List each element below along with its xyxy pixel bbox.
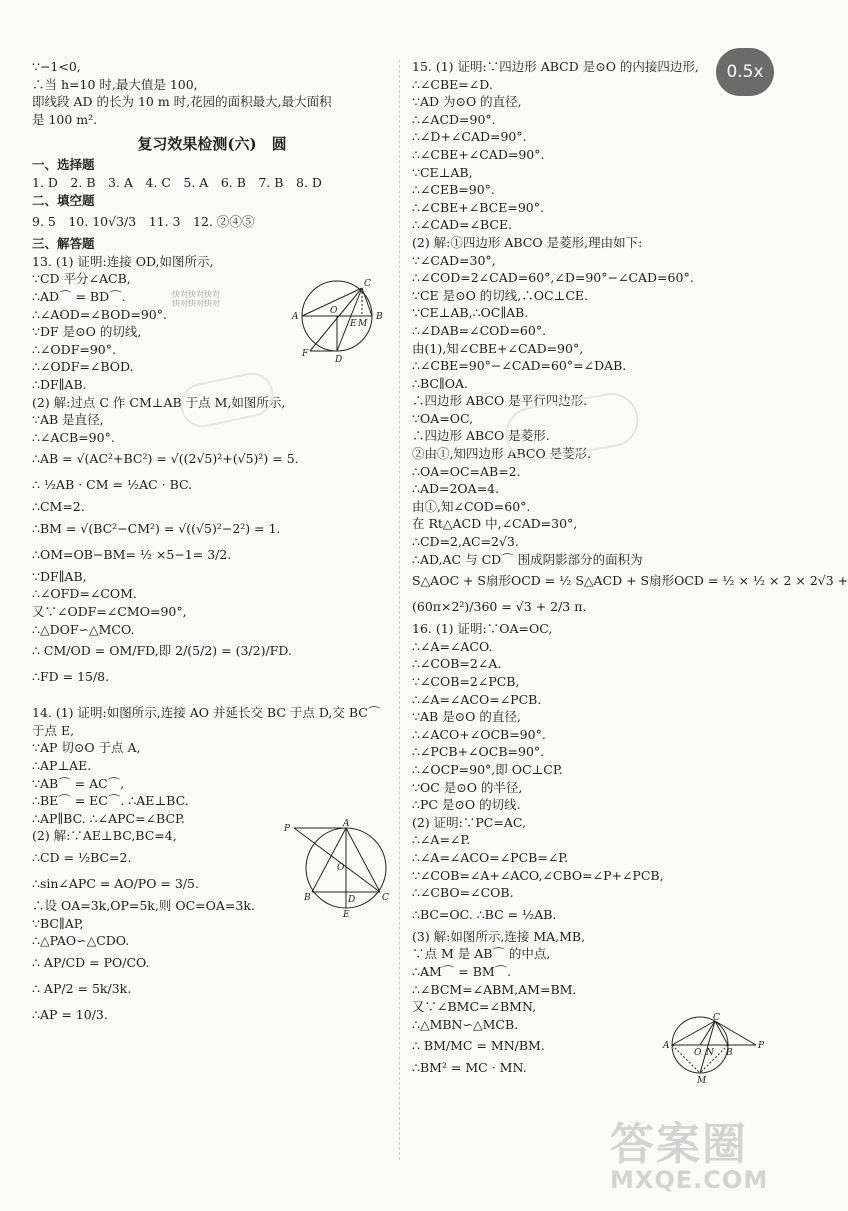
- left-line: 14. (1) 证明:如图所示,连接 AO 并延长交 BC 于点 D,交 BC⌒: [32, 705, 381, 721]
- right-line: 15. (1) 证明:∵四边形 ABCD 是⊙O 的内接四边形,: [412, 59, 699, 74]
- right-line: ∴AM⌒ = BM⌒.: [412, 963, 512, 979]
- right-line: ∴OA=OC=AB=2.: [412, 463, 521, 479]
- right-line: ∴∠PCB+∠OCB=90°.: [412, 744, 545, 760]
- right-line: ∴BC∥OA.: [412, 375, 468, 391]
- playback-speed-button[interactable]: [716, 48, 774, 96]
- left-line: ∴ AP/2 = 5k/3k.: [32, 980, 132, 996]
- left-line: ∵DF 是⊙O 的切线,: [32, 324, 142, 340]
- left-line: ∴ CM/OD = OM/FD,即 2/(5/2) = (3/2)/FD.: [32, 643, 292, 659]
- right-line: ∴BC=OC. ∴BC = ½AB.: [412, 906, 557, 922]
- right-line: ∴∠ACD=90°.: [412, 111, 496, 127]
- fig14-label: P: [284, 824, 291, 834]
- watermark: [610, 1108, 785, 1203]
- figure-14: [282, 820, 392, 923]
- fig16-label: M: [697, 1076, 707, 1086]
- handwritten-note: 快对快对快对 快对快对快对: [172, 290, 220, 308]
- figure-16: [660, 1013, 770, 1088]
- figure-14-svg: [282, 820, 392, 920]
- left-line: ∴∠ACB=90°.: [32, 429, 115, 445]
- right-line: ∴AD=2OA=4.: [412, 481, 500, 497]
- right-line: ∴∠DAB=∠COD=60°.: [412, 322, 547, 338]
- left-line: (2) 解:∵AE⊥BC,BC=4,: [32, 828, 177, 844]
- fig16-label: P: [758, 1041, 765, 1051]
- right-line: ∴∠CAD=∠BCE.: [412, 217, 513, 233]
- fig16-label: N: [706, 1048, 714, 1058]
- left-line: ∴BE⌒ = EC⌒. ∴AE⊥BC.: [32, 793, 189, 809]
- watermark-logo: 答案圈: [610, 1119, 748, 1170]
- right-line: ∴∠CBE+∠CAD=90°.: [412, 146, 545, 162]
- fig14-label: D: [348, 895, 356, 905]
- right-line: ∵CE⊥AB,∴OC∥AB.: [412, 305, 529, 321]
- fig16-label: B: [726, 1048, 733, 1058]
- right-line: 由①,知∠COD=60°.: [412, 498, 531, 514]
- right-line: 又∵∠BMC=∠BMN,: [412, 999, 537, 1015]
- left-line: ∵−1<0,: [32, 59, 81, 74]
- right-line: ∴∠CEB=90°.: [412, 182, 495, 198]
- right-line: ∴∠CBE+∠BCE=90°.: [412, 199, 544, 215]
- fig16-label: O: [694, 1048, 702, 1058]
- fig13-label: M: [358, 319, 368, 329]
- left-line: ∴∠ODF=90°.: [32, 341, 116, 357]
- left-line: ∴∠ODF=∠BOD.: [32, 359, 134, 375]
- left-line: ∴sin∠APC = AO/PO = 3/5.: [32, 876, 199, 891]
- left-line: ∵BC∥AP,: [32, 915, 84, 931]
- right-line: ∵CE 是⊙O 的切线,∴OC⊥CE.: [412, 287, 589, 303]
- left-line: ∵AB⌒ = AC⌒,: [32, 775, 125, 791]
- right-line: (2) 证明:∵PC=AC,: [412, 814, 526, 830]
- left-line: ∴AP = 10/3.: [32, 1006, 108, 1022]
- right-line: ∴ BM/MC = MN/BM.: [412, 1038, 545, 1054]
- right-line: S△AOC + S扇形OCD = ½ S△ACD + S扇形OCD = ½ × ½ × 2 × 2√3 +: [412, 573, 848, 589]
- right-line: ∴∠BCM=∠ABM,AM=BM.: [412, 981, 577, 997]
- left-line: ∴当 h=10 时,最大值是 100,: [32, 76, 198, 92]
- left-line: ∴AP⊥AE.: [32, 758, 92, 774]
- left-line: ∵AB 是直径,: [32, 412, 104, 428]
- left-line: ∴OM=OB−BM= ½ ×5−1= 3/2.: [32, 546, 232, 562]
- right-line: ∵∠COB=2∠PCB,: [412, 674, 520, 689]
- left-line: ∴∠AOD=∠BOD=90°.: [32, 306, 167, 322]
- figure-13-svg: [290, 276, 390, 366]
- right-line: ∵OA=OC,: [412, 410, 474, 426]
- right-line: ∴CD=2,AC=2√3.: [412, 534, 519, 550]
- right-line: (60π×2²)/360 = √3 + 2/3 π.: [412, 599, 587, 615]
- right-line: ∵∠CAD=30°,: [412, 252, 496, 268]
- left-line: ∴AD⌒ = BD⌒.: [32, 288, 126, 304]
- left-line: 9. 5 10. 10√3/3 11. 3 12. ②④⑤: [32, 214, 255, 230]
- left-line: ∴CM=2.: [32, 499, 85, 515]
- fig16-label: C: [713, 1013, 720, 1023]
- right-line: ∴∠A=∠P.: [412, 832, 471, 848]
- fig14-label: C: [382, 893, 389, 903]
- right-line: ∴∠D+∠CAD=90°.: [412, 129, 527, 145]
- left-line: ∵DF∥AB,: [32, 568, 87, 584]
- left-line: ∴△PAO∽△CDO.: [32, 933, 130, 949]
- right-line: ∴PC 是⊙O 的切线.: [412, 797, 521, 813]
- fig14-label: O: [337, 863, 345, 873]
- left-line: ∴BM = √(BC²−CM²) = √((√5)²−2²) = 1.: [32, 520, 281, 536]
- left-line: 13. (1) 证明:连接 OD,如图所示,: [32, 253, 214, 269]
- left-line: 是 100 m².: [32, 111, 98, 127]
- right-line: ∴∠A=∠ACO.: [412, 638, 493, 654]
- page-title: 复习效果检测(六) 圆: [137, 135, 287, 154]
- right-line: ∴BM² = MC · MN.: [412, 1060, 527, 1076]
- fig13-label: C: [364, 279, 371, 289]
- fig13-label: B: [376, 312, 383, 322]
- right-line: ∵点 M 是 AB⌒ 的中点,: [412, 946, 551, 962]
- right-line: ∴∠COD=2∠CAD=60°,∠D=90°−∠CAD=60°.: [412, 270, 694, 286]
- figure-16-svg: [660, 1013, 770, 1085]
- right-line: ∵∠COB=∠A+∠ACO,∠CBO=∠P+∠PCB,: [412, 867, 664, 883]
- right-line: ∴∠OCP=90°,即 OC⊥CP.: [412, 761, 563, 777]
- right-line: ∴∠COB=2∠A.: [412, 656, 502, 672]
- right-line: ∵AD 为⊙O 的直径,: [412, 94, 522, 110]
- fig13-label: O: [330, 306, 338, 316]
- fig16-label: A: [663, 1041, 670, 1051]
- right-line: ②由①,知四边形 ABCO 是菱形.: [412, 446, 592, 462]
- right-line: ∴∠ACO+∠OCB=90°.: [412, 726, 546, 742]
- left-line: 1. D 2. B 3. A 4. C 5. A 6. B 7. B 8. D: [32, 174, 322, 190]
- left-line: 于点 E,: [32, 722, 75, 738]
- right-line: (2) 解:①四边形 ABCO 是菱形,理由如下:: [412, 234, 643, 250]
- left-line: ∴AB = √(AC²+BC²) = √((2√5)²+(√5)²) = 5.: [32, 451, 299, 467]
- right-line: ∴∠CBE=∠D.: [412, 76, 493, 92]
- figure-13: [290, 276, 390, 369]
- left-line: ∴ AP/CD = PO/CO.: [32, 954, 150, 970]
- right-line: (3) 解:如图所示,连接 MA,MB,: [412, 928, 586, 944]
- right-line: 在 Rt△ACD 中,∠CAD=30°,: [412, 516, 578, 532]
- left-line: 一、选择题: [32, 157, 95, 173]
- left-line: 又∵∠ODF=∠CMO=90°,: [32, 604, 187, 620]
- right-line: ∵OC 是⊙O 的半径,: [412, 779, 523, 795]
- left-line: ∴CD = ½BC=2.: [32, 850, 132, 865]
- left-line: ∴AP∥BC. ∴∠APC=∠BCP.: [32, 810, 185, 826]
- right-line: ∴∠A=∠ACO=∠PCB.: [412, 691, 542, 707]
- right-line: ∴AD,AC 与 CD⌒ 围成阴影部分的面积为: [412, 551, 643, 567]
- left-line: ∴DF∥AB.: [32, 376, 87, 392]
- right-line: ∴四边形 ABCO 是平行四边形.: [412, 393, 588, 409]
- watermark-url: MXQE.COM: [610, 1166, 769, 1194]
- right-column: [412, 58, 848, 1077]
- left-line: ∵AP 切⊙O 于点 A,: [32, 740, 141, 756]
- column-divider: [399, 60, 400, 1160]
- left-line: 三、解答题: [32, 236, 95, 252]
- left-line: (2) 解:过点 C 作 CM⊥AB 于点 M,如图所示,: [32, 394, 286, 410]
- fig14-label: B: [304, 893, 311, 903]
- right-line: ∴∠CBO=∠COB.: [412, 885, 514, 901]
- right-line: ∴∠CBE=90°−∠CAD=60°=∠DAB.: [412, 358, 627, 374]
- left-line: 即线段 AD 的长为 10 m 时,花园的面积最大,最大面积: [32, 94, 332, 110]
- right-line: ∵AB 是⊙O 的直径,: [412, 709, 521, 725]
- fig14-label: E: [343, 910, 350, 920]
- left-line: ∴设 OA=3k,OP=5k,则 OC=OA=3k.: [32, 898, 255, 913]
- fig13-label: D: [335, 355, 343, 365]
- fig13-label: A: [292, 312, 299, 322]
- left-line: ∴ ½AB · CM = ½AC · BC.: [32, 477, 193, 493]
- left-line: ∴△DOF∽△MCO.: [32, 621, 135, 637]
- right-line: ∴△MBN∽△MCB.: [412, 1016, 519, 1032]
- spacer: [32, 690, 392, 704]
- playback-speed-label: 0.5x: [726, 62, 764, 82]
- left-line: ∴∠OFD=∠COM.: [32, 586, 137, 602]
- left-line: 二、填空题: [32, 192, 95, 208]
- right-line: 由(1),知∠CBE+∠CAD=90°,: [412, 340, 584, 356]
- right-line: ∴四边形 ABCO 是菱形.: [412, 428, 550, 444]
- left-line: ∴FD = 15/8.: [32, 669, 110, 685]
- right-line: ∴∠A=∠ACO=∠PCB=∠P.: [412, 849, 569, 865]
- right-line: 16. (1) 证明:∵OA=OC,: [412, 621, 553, 637]
- right-line: ∵CE⊥AB,: [412, 164, 473, 180]
- fig13-label: F: [302, 349, 309, 359]
- left-line: ∵CD 平分∠ACB,: [32, 271, 131, 287]
- fig13-label: E: [350, 319, 357, 329]
- fig14-label: A: [343, 819, 350, 829]
